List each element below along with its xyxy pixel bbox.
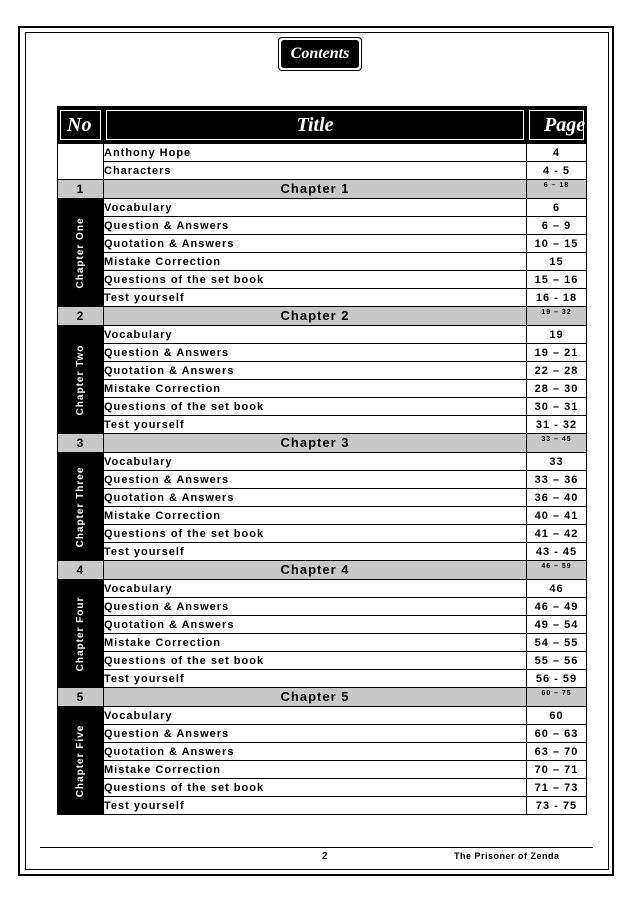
entry-title: Questions of the set book — [104, 525, 527, 543]
entry-page: 10 – 15 — [527, 235, 587, 253]
entry-title: Question & Answers — [104, 217, 527, 235]
entry-title: Questions of the set book — [104, 779, 527, 797]
entry-title: Mistake Correction — [104, 634, 527, 652]
table-row — [58, 779, 587, 797]
entry-title: Question & Answers — [104, 725, 527, 743]
chapter-side-label-text: Chapter One — [74, 216, 86, 289]
chapter-side-label — [58, 199, 104, 307]
chapter-title: Chapter 4 — [104, 561, 527, 580]
chapter-page-range: 6 – 18 — [527, 180, 587, 199]
entry-page: 60 – 63 — [527, 725, 587, 743]
column-header-title: Title — [104, 107, 527, 144]
entry-page: 19 – 21 — [527, 344, 587, 362]
intro-blank-cell — [58, 144, 104, 180]
entry-title: Questions of the set book — [104, 271, 527, 289]
chapter-title: Chapter 1 — [104, 180, 527, 199]
entry-title: Quotation & Answers — [104, 616, 527, 634]
table-row — [58, 507, 587, 525]
chapter-side-label — [58, 580, 104, 688]
entry-page: 4 - 5 — [527, 162, 587, 180]
table-row — [58, 289, 587, 307]
entry-page: 70 – 71 — [527, 761, 587, 779]
entry-page: 33 – 36 — [527, 471, 587, 489]
entry-page: 63 – 70 — [527, 743, 587, 761]
column-header-no: No — [58, 107, 104, 144]
footer-page-number: 2 — [322, 851, 328, 862]
chapter-side-label-text: Chapter Five — [74, 724, 86, 797]
intro-row — [58, 162, 587, 180]
table-row — [58, 580, 587, 598]
table-row — [58, 217, 587, 235]
chapter-heading-row — [58, 434, 587, 453]
chapter-page-range: 33 – 45 — [527, 434, 587, 453]
table-row — [58, 271, 587, 289]
entry-page: 71 – 73 — [527, 779, 587, 797]
column-header-page: Page — [527, 107, 587, 144]
intro-row — [58, 144, 587, 162]
table-row — [58, 598, 587, 616]
chapter-number: 2 — [58, 307, 104, 326]
chapter-side-label-text: Chapter Three — [74, 466, 86, 547]
entry-page: 15 – 16 — [527, 271, 587, 289]
entry-title: Test yourself — [104, 797, 527, 815]
entry-title: Question & Answers — [104, 598, 527, 616]
entry-page: 6 – 9 — [527, 217, 587, 235]
chapter-number: 4 — [58, 561, 104, 580]
entry-title: Mistake Correction — [104, 380, 527, 398]
table-row — [58, 235, 587, 253]
entry-page: 46 – 49 — [527, 598, 587, 616]
entry-title: Vocabulary — [104, 580, 527, 598]
entry-title: Test yourself — [104, 416, 527, 434]
footer-book-title: The Prisoner of Zenda — [454, 851, 560, 861]
entry-page: 6 — [527, 199, 587, 217]
entry-title: Question & Answers — [104, 344, 527, 362]
entry-title: Vocabulary — [104, 707, 527, 725]
chapter-page-range: 19 – 32 — [527, 307, 587, 326]
entry-title: Quotation & Answers — [104, 235, 527, 253]
entry-title: Quotation & Answers — [104, 362, 527, 380]
chapter-side-label — [58, 453, 104, 561]
entry-title: Characters — [104, 162, 527, 180]
chapter-number: 1 — [58, 180, 104, 199]
table-row — [58, 453, 587, 471]
entry-page: 54 – 55 — [527, 634, 587, 652]
chapter-page-range: 60 – 75 — [527, 688, 587, 707]
entry-page: 60 — [527, 707, 587, 725]
chapter-heading-row — [58, 688, 587, 707]
table-row — [58, 489, 587, 507]
chapter-heading-row — [58, 307, 587, 326]
table-row — [58, 471, 587, 489]
entry-page: 28 – 30 — [527, 380, 587, 398]
entry-page: 16 - 18 — [527, 289, 587, 307]
table-row — [58, 725, 587, 743]
entry-page: 33 — [527, 453, 587, 471]
entry-page: 19 — [527, 326, 587, 344]
table-row — [58, 616, 587, 634]
entry-page: 41 – 42 — [527, 525, 587, 543]
entry-title: Test yourself — [104, 543, 527, 561]
table-row — [58, 362, 587, 380]
entry-page: 56 - 59 — [527, 670, 587, 688]
table-row — [58, 634, 587, 652]
entry-title: Quotation & Answers — [104, 489, 527, 507]
chapter-side-label-text: Chapter Two — [74, 344, 86, 415]
entry-page: 40 – 41 — [527, 507, 587, 525]
table-row — [58, 380, 587, 398]
entry-title: Mistake Correction — [104, 253, 527, 271]
entry-title: Question & Answers — [104, 471, 527, 489]
table-row — [58, 543, 587, 561]
chapter-title: Chapter 2 — [104, 307, 527, 326]
table-row — [58, 670, 587, 688]
entry-title: Vocabulary — [104, 199, 527, 217]
entry-title: Test yourself — [104, 289, 527, 307]
chapter-side-label-text: Chapter Four — [74, 596, 86, 671]
entry-title: Test yourself — [104, 670, 527, 688]
table-row — [58, 652, 587, 670]
entry-page: 36 – 40 — [527, 489, 587, 507]
entry-page: 43 - 45 — [527, 543, 587, 561]
table-header-row — [58, 107, 587, 144]
entry-title: Anthony Hope — [104, 144, 527, 162]
entry-title: Questions of the set book — [104, 652, 527, 670]
entry-page: 30 – 31 — [527, 398, 587, 416]
table-row — [58, 326, 587, 344]
chapter-number: 3 — [58, 434, 104, 453]
entry-title: Quotation & Answers — [104, 743, 527, 761]
entry-page: 31 - 32 — [527, 416, 587, 434]
table-row — [58, 707, 587, 725]
table-row — [58, 199, 587, 217]
contents-table — [57, 106, 587, 815]
chapter-heading-row — [58, 561, 587, 580]
table-row — [58, 761, 587, 779]
table-row — [58, 398, 587, 416]
entry-title: Mistake Correction — [104, 761, 527, 779]
entry-page: 55 – 56 — [527, 652, 587, 670]
table-row — [58, 253, 587, 271]
table-row — [58, 525, 587, 543]
entry-title: Mistake Correction — [104, 507, 527, 525]
table-row — [58, 416, 587, 434]
chapter-heading-row — [58, 180, 587, 199]
chapter-title: Chapter 5 — [104, 688, 527, 707]
entry-page: 73 - 75 — [527, 797, 587, 815]
entry-title: Questions of the set book — [104, 398, 527, 416]
entry-page: 4 — [527, 144, 587, 162]
entry-page: 46 — [527, 580, 587, 598]
chapter-title: Chapter 3 — [104, 434, 527, 453]
chapter-page-range: 46 – 59 — [527, 561, 587, 580]
table-row — [58, 743, 587, 761]
entry-page: 15 — [527, 253, 587, 271]
entry-title: Vocabulary — [104, 453, 527, 471]
contents-heading — [278, 37, 362, 71]
contents-table-body — [58, 144, 587, 815]
contents-heading-text: Contents — [281, 40, 359, 68]
chapter-number: 5 — [58, 688, 104, 707]
entry-title: Vocabulary — [104, 326, 527, 344]
chapter-side-label — [58, 707, 104, 815]
chapter-side-label — [58, 326, 104, 434]
entry-page: 22 – 28 — [527, 362, 587, 380]
entry-page: 49 – 54 — [527, 616, 587, 634]
table-row — [58, 797, 587, 815]
table-row — [58, 344, 587, 362]
footer-rule — [40, 847, 593, 848]
